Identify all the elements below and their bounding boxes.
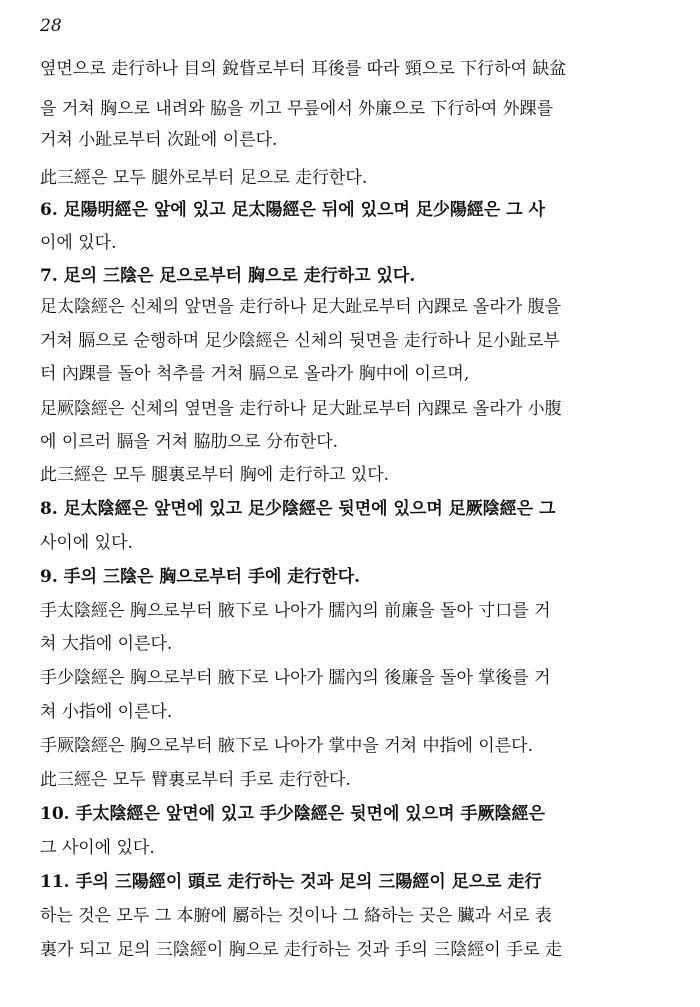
text-line: 거쳐 膈으로 순행하며 足少陰經은 신체의 뒷면을 走行하나 足小趾로부	[40, 331, 560, 351]
text-line: 옆면으로 走行하나 目의 銳眥로부터 耳後를 따라 頸으로 下行하여 缺盆	[40, 59, 567, 79]
text-line: 足厥陰經은 신체의 옆면을 走行하나 足大趾로부터 內踝로 올라가 小腹	[40, 399, 562, 419]
text-line: 터 內踝를 돌아 척추를 거쳐 膈으로 올라가 胸中에 이르며,	[40, 364, 470, 384]
text-line: 9. 手의 三陰은 胸으로부터 手에 走行한다.	[40, 567, 361, 587]
text-line: 11. 手의 三陽經이 頭로 走行하는 것과 足의 三陽經이 足으로 走行	[40, 872, 542, 892]
text-line: 거쳐 小趾로부터 次趾에 이른다.	[40, 130, 278, 150]
text-line: 此三經은 모두 臂裏로부터 手로 走行한다.	[40, 770, 351, 790]
text-line: 쳐 小指에 이른다.	[40, 702, 173, 722]
text-line: 手厥陰經은 胸으로부터 腋下로 나아가 掌中을 거쳐 中指에 이른다.	[40, 736, 533, 756]
text-line: 8. 足太陰經은 앞면에 있고 足少陰經은 뒷면에 있으며 足厥陰經은 그	[40, 499, 556, 519]
text-line: 10. 手太陰經은 앞면에 있고 手少陰經은 뒷면에 있으며 手厥陰經은	[40, 804, 545, 824]
text-line: 하는 것은 모두 그 本腑에 屬하는 것이나 그 絡하는 곳은 臟과 서로 表	[40, 906, 552, 926]
text-line: 7. 足의 三陰은 足으로부터 胸으로 走行하고 있다.	[40, 266, 416, 286]
text-line: 裏가 되고 足의 三陰經이 胸으로 走行하는 것과 手의 三陰經이 手로 走	[40, 940, 562, 960]
text-line: 사이에 있다.	[40, 533, 133, 553]
text-line: 그 사이에 있다.	[40, 838, 155, 858]
text-line: 足太陰經은 신체의 앞면을 走行하나 足大趾로부터 內踝로 올라가 腹을	[40, 297, 561, 317]
text-line: 6. 足陽明經은 앞에 있고 足太陽經은 뒤에 있으며 足少陽經은 그 사	[40, 200, 545, 220]
text-line: 此三經은 모두 腿外로부터 足으로 走行한다.	[40, 168, 368, 188]
text-line: 手太陰經은 胸으로부터 腋下로 나아가 臑內의 前廉을 돌아 寸口를 거	[40, 601, 551, 621]
page-number: 28	[40, 16, 62, 36]
text-line: 此三經은 모두 腿裏로부터 胸에 走行하고 있다.	[40, 465, 390, 485]
text-line: 手少陰經은 胸으로부터 腋下로 나아가 臑內의 後廉을 돌아 掌後를 거	[40, 668, 551, 688]
text-line: 을 거쳐 胸으로 내려와 脇을 끼고 무릎에서 外廉으로 下行하여 外踝를	[40, 99, 554, 119]
text-line: 쳐 大指에 이른다.	[40, 634, 173, 654]
text-line: 이에 있다.	[40, 233, 117, 253]
text-line: 에 이르러 膈을 거쳐 脇肋으로 分布한다.	[40, 432, 339, 452]
